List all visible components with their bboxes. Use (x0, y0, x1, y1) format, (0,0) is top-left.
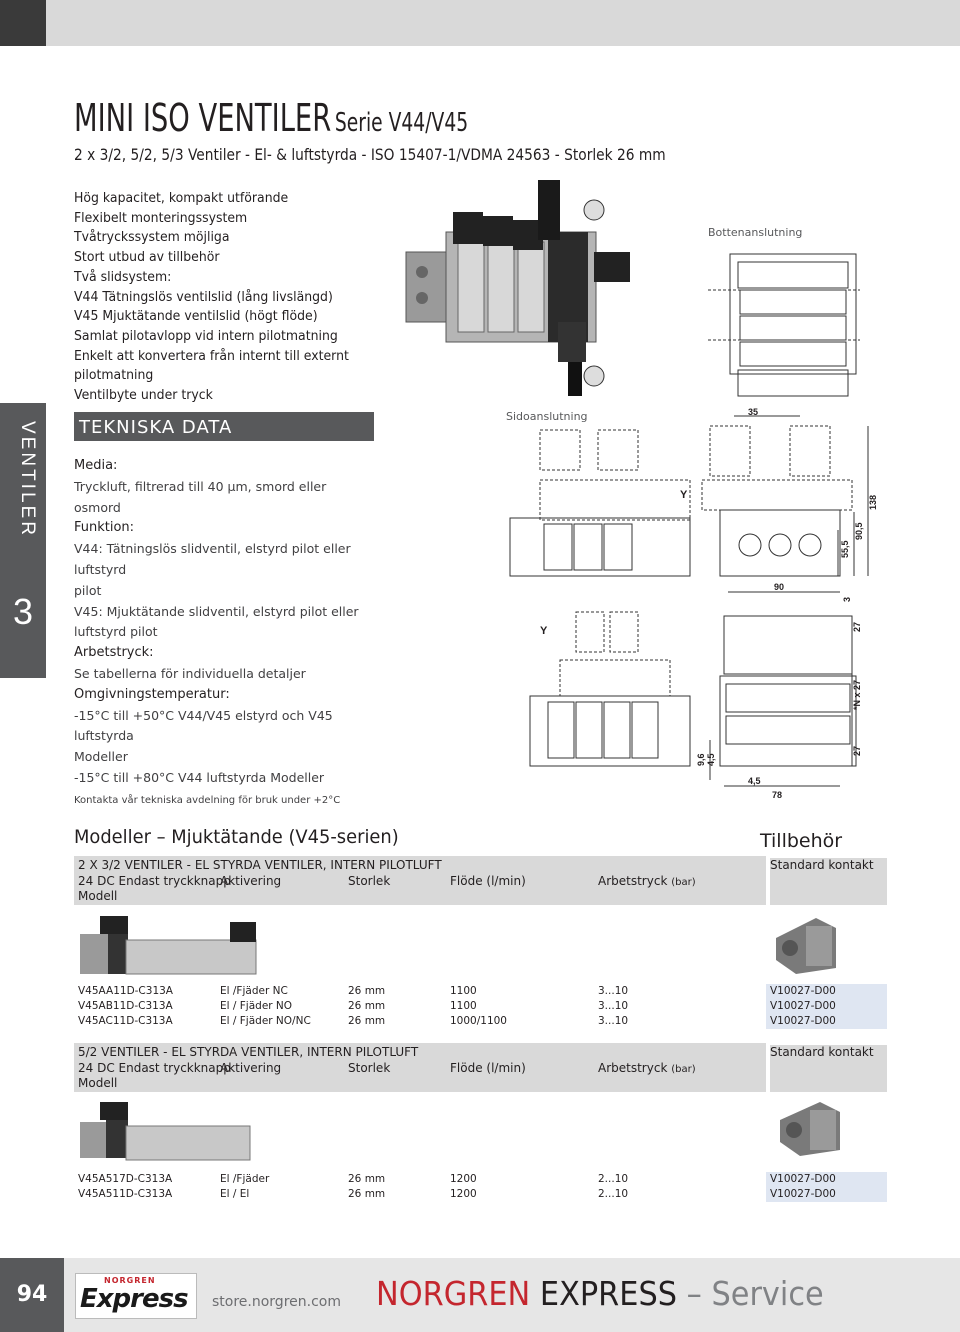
group2-title: 5/2 VENTILER - EL STYRDA VENTILER, INTERN PILOTLUFT (78, 1045, 419, 1059)
spec-text: Modeller (74, 749, 128, 765)
dim-138: 138 (868, 494, 878, 510)
connector-photo-2 (770, 1090, 850, 1162)
feature-item: Stort utbud av tillbehör (74, 250, 220, 266)
page-subtitle: 2 x 3/2, 5/2, 5/3 Ventiler - El- & luftstyrda - ISO 15407-1/VDMA 24563 - Storlek 26 mm (74, 145, 666, 164)
dim-55-5: 55,5 (840, 540, 850, 558)
spec-text: V44: Tätningslös slidventil, elstyrd pilot eller luftstyrd (74, 541, 351, 577)
cell-pressure: 2...10 (598, 1188, 629, 1200)
spec-text: luftstyrd pilot (74, 624, 158, 640)
cell-pressure: 2...10 (598, 1173, 629, 1185)
accessory-code: V10027-D00 (770, 1173, 836, 1185)
title-series: Serie V44/V45 (334, 108, 469, 138)
col-pressure (598, 874, 696, 888)
top-band (0, 0, 960, 46)
cell-size: 26 mm (348, 1000, 386, 1012)
chapter-tab-label: VENTILER (17, 421, 38, 538)
spec-text: V45: Mjuktätande slidventil, elstyrd pilot eller (74, 603, 359, 619)
cell-accessory (766, 1187, 887, 1202)
cell-accessory (766, 984, 887, 999)
cell-actuation: El / Fjäder NO (220, 1000, 293, 1012)
col-pressure-label: Arbetstryck (598, 874, 668, 888)
slogan-express: EXPRESS (539, 1274, 678, 1313)
dim-9-6: 9,6 (696, 753, 706, 766)
table-row[interactable] (74, 984, 887, 999)
dim-90-5: 90,5 (854, 522, 864, 540)
logo-brand: NORGREN (104, 1276, 156, 1285)
y-label-right: Y (680, 489, 688, 501)
page-number-box (0, 1258, 64, 1332)
dim-4-5-b: 4,5 (748, 776, 761, 786)
group1-header (74, 856, 887, 905)
dim-3: 3 (842, 596, 852, 602)
spec-text: -15°C till +50°C V44/V45 elstyrd och V45 luftstyrda (74, 707, 333, 744)
feature-item: Ventilbyte under tryck (74, 388, 213, 404)
cell-actuation: El /Fjäder (220, 1173, 270, 1185)
models-heading: Modeller – Mjuktätande (V45-serien) (74, 826, 399, 848)
dim-35: 35 (748, 407, 759, 417)
cell-actuation: El /Fjäder NC (220, 985, 288, 997)
accessories-heading: Tillbehör (760, 830, 843, 852)
cell-flow: 1100 (450, 1000, 477, 1012)
accessory-code: V10027-D00 (770, 1015, 836, 1027)
accessory-code: V10027-D00 (770, 985, 836, 997)
col-pressure (598, 1061, 696, 1075)
spec-heading: Media: (74, 458, 118, 473)
y-label-left: Y (540, 625, 548, 637)
cell-model: V45AB11D-C313A (78, 1000, 173, 1012)
col-model: Modell (78, 1076, 118, 1090)
cell-flow: 1200 (450, 1173, 477, 1185)
feature-item: Tvåtryckssystem möjliga (74, 230, 230, 246)
spec-note: Kontakta vår tekniska avdelning för bruk under +2°C (74, 794, 341, 806)
spec-text: -15°C till +80°C V44 luftstyrda Modeller (74, 769, 325, 785)
cell-flow: 1200 (450, 1188, 477, 1200)
dim-78: 78 (772, 790, 783, 800)
spec-text: Se tabellerna för individuella detaljer (74, 665, 306, 681)
cell-model: V45A511D-C313A (78, 1188, 173, 1200)
dim-4-5-a: 4,5 (706, 753, 716, 766)
feature-item: Hög kapacitet, kompakt utförande (74, 191, 289, 206)
cell-flow: 1100 (450, 985, 477, 997)
col-pressure-unit: (bar) (671, 877, 696, 888)
cell-size: 26 mm (348, 1173, 386, 1185)
slogan-norgren: NORGREN (376, 1274, 531, 1313)
footer-slogan (376, 1274, 824, 1313)
col-size: Storlek (348, 1061, 391, 1075)
table-row[interactable] (74, 999, 887, 1014)
dimension-drawing (500, 240, 900, 800)
valve-5-2-photo (80, 1100, 260, 1164)
top-corner-block (0, 0, 46, 46)
col-actuation: Aktivering (220, 1061, 282, 1075)
cell-model: V45AC11D-C313A (78, 1015, 173, 1027)
col-flow: Flöde (l/min) (450, 1061, 526, 1075)
feature-item: Två slidsystem: (74, 269, 172, 285)
spec-heading: Arbetstryck: (74, 645, 154, 661)
page-title (74, 96, 468, 140)
col-port: 24 DC Endast tryckknapp (78, 874, 231, 888)
feature-list (74, 189, 362, 406)
cell-actuation: El / Fjäder NO/NC (220, 1015, 311, 1027)
spec-text: Tryckluft, filtrerad till 40 µm, smord eller osmord (74, 478, 327, 515)
col-port: 24 DC Endast tryckknapp (78, 1061, 231, 1075)
chapter-number: 3 (12, 591, 34, 632)
cell-accessory (766, 1014, 887, 1029)
tech-data-title: TEKNISKA DATA (79, 417, 233, 438)
dim-27-top: 27 (852, 621, 862, 632)
chapter-tab[interactable] (0, 403, 46, 678)
col-size: Storlek (348, 874, 391, 888)
cell-model: V45A517D-C313A (78, 1173, 173, 1185)
dim-n-x-27: *N x 27 (852, 679, 862, 710)
slogan-service: – Service (686, 1274, 824, 1313)
dim-27-bottom: 27 (852, 745, 862, 756)
cell-size: 26 mm (348, 985, 386, 997)
cell-size: 26 mm (348, 1015, 386, 1027)
feature-item: V45 Mjuktätande ventilslid (högt flöde) (74, 309, 318, 325)
table-row[interactable] (74, 1014, 887, 1029)
page-number: 94 (16, 1282, 48, 1307)
side-port-label: Sidoanslutning (506, 410, 588, 423)
accessory-code: V10027-D00 (770, 1000, 836, 1012)
valve-3-2-photo (80, 912, 260, 976)
tech-data-header (74, 412, 374, 441)
group1-title: 2 X 3/2 VENTILER - EL STYRDA VENTILER, INTERN PILOTLUFT (78, 858, 442, 872)
col-actuation: Aktivering (220, 874, 282, 888)
bottom-port-label: Bottenanslutning (708, 226, 803, 239)
norgren-express-logo[interactable] (75, 1273, 197, 1319)
col-pressure-unit: (bar) (671, 1064, 696, 1075)
feature-item: Samlat pilotavlopp vid intern pilotmatning (74, 328, 338, 344)
col-accessory: Standard kontakt (770, 858, 874, 872)
cell-accessory (766, 999, 887, 1014)
cell-flow: 1000/1100 (450, 1015, 507, 1027)
feature-item: Flexibelt monteringssystem (74, 210, 248, 226)
cell-pressure: 3...10 (598, 1000, 629, 1012)
dim-90: 90 (774, 582, 785, 592)
spec-heading: Funktion: (74, 520, 135, 536)
logo-word: Express (80, 1284, 188, 1314)
connector-photo-1 (766, 908, 846, 978)
cell-model: V45AA11D-C313A (78, 985, 173, 997)
cell-pressure: 3...10 (598, 985, 629, 997)
feature-item: pilotmatning (74, 368, 154, 384)
feature-item: V44 Tätningslös ventilslid (lång livslängd) (74, 289, 333, 305)
cell-pressure: 3...10 (598, 1015, 629, 1027)
title-main: MINI ISO VENTILER (74, 96, 332, 140)
store-url[interactable]: store.norgren.com (212, 1294, 341, 1310)
col-pressure-label: Arbetstryck (598, 1061, 668, 1075)
cell-accessory (766, 1172, 887, 1187)
col-model: Modell (78, 889, 118, 903)
accessory-code: V10027-D00 (770, 1188, 836, 1200)
spec-text: pilot (74, 582, 102, 598)
tech-data-body (74, 456, 374, 812)
table-row[interactable] (74, 1172, 887, 1187)
cell-size: 26 mm (348, 1188, 386, 1200)
group2-header (74, 1043, 887, 1092)
col-accessory: Standard kontakt (770, 1045, 874, 1059)
col-flow: Flöde (l/min) (450, 874, 526, 888)
spec-heading: Omgivningstemperatur: (74, 686, 230, 702)
table-row[interactable] (74, 1187, 887, 1202)
cell-actuation: El / El (220, 1188, 250, 1200)
feature-item: Enkelt att konvertera från internt till externt (74, 348, 349, 364)
